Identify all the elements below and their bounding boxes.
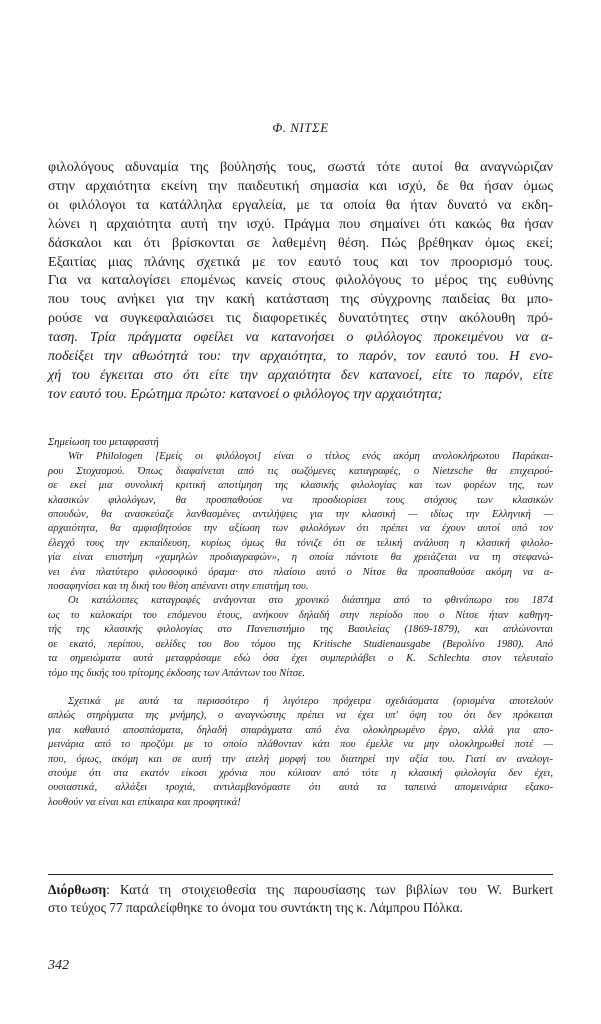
text-line: χή του έγκειται στο ότι είτε την αρχαιότητα δεν κατανοεί, είτε το παρόν, είτε — [48, 366, 553, 383]
note-line: ρου Στοχασμού. Όπως διαφαίνεται από τις σωζόμενες καταγραφές, ο Nietzsche θα επιχειρού- — [48, 465, 553, 477]
page-number: 342 — [48, 958, 69, 973]
note-line: Wir Philologen [Εμείς οι φιλόλογοι] είναι ο τίτλος ενός ακόμη ανολοκλήρωτου Παράκαι- — [68, 451, 553, 463]
note-line: σπουδών, θα ανασκεύαζε λανθασμένες αντιλήψεις για την κλασική — ιδίως την Ελληνική — — [48, 509, 553, 521]
translator-note — [48, 436, 553, 810]
correction-line — [48, 881, 553, 899]
text-line: στην αρχαιότητα εκείνη την παιδευτική σημασία και ισχύ, δε θα ήσαν όμως — [48, 177, 553, 194]
main-text — [48, 158, 553, 404]
note-line: που, όμως, ακόμη και σε αυτή την ατελή μορφή του διατηρεί την αξία του. Γιατί αν αναλογι- — [48, 753, 553, 765]
note-line: νει ένα πλατύτερο φιλοσοφικό όραμα· στο πλαίσιο αυτό ο Νίτσε θα προσπαθούσε ακόμη να α- — [48, 566, 553, 578]
note-line: κλασικών φιλολόγων, θα προσπαθούσε να προσδιορίσει τους στόχους των κλασικών — [48, 494, 553, 506]
note-heading: Σημείωση του μεταφραστή — [48, 437, 159, 448]
note-line: σε εκεί μια συνολική κριτική αποτίμηση της κλασικής φιλολογίας και των φορέων της, των — [48, 480, 553, 492]
text-line: που τους ανήκει για την κακή κατάσταση της σύγχρονης παιδείας θα μπο- — [48, 291, 553, 308]
note-line: Σχετικά με αυτά τα περισσότερο ή λιγότερο πρόχειρα σχεδιάσματα (ορισμένα αποτελούν — [68, 695, 553, 707]
text-line: ποδείξει την αθωότητά του: την αρχαιότητα, το παρόν, τον εαυτό του. Η ενο- — [48, 348, 553, 365]
text-line: Εξαιτίας μιας πλάνης σχετικά με τον εαυτό τους και τον προορισμό τους. — [48, 253, 553, 270]
text-line: ταση. Τρία πράγματα οφείλει να κατανοήσει ο φιλόλογος προκειμένου να α- — [48, 329, 553, 346]
running-head: Φ. ΝΙΤΣΕ — [272, 120, 329, 135]
text-line: οι φιλόλογοι τα κατάλληλα εργαλεία, με τα οποία θα ήταν δυνατό να εκδη- — [48, 196, 553, 213]
note-line: τα σημειώματα αυτά μεταφράσαμε εδώ όσα έχει συμπεριλάβει ο K. Schlechta στον τελευταίο — [48, 653, 553, 665]
correction-text: : Κατά τη στοιχειοθεσία της παρουσίασης των βιβλίων του W. Burkert — [106, 882, 553, 897]
note-line: τής της κλασικής φιλολογίας στο Πανεπιστήμιο της Βασιλείας (1869-1879), και απλώνονται — [48, 624, 553, 636]
text-line: φιλολόγους αδυναμία της βούλησής τους, σωστά τότε αυτοί θα αναγνώριζαν — [48, 159, 553, 175]
correction-line: στο τεύχος 77 παραλείφθηκε το όνομα του συντάκτη της κ. Λάμπρου Πόλκα. — [48, 900, 463, 915]
note-line: λουθούν να είναι και επίκαιρα και προφητικά! — [48, 796, 241, 808]
note-line: γία είναι επιστήμη «χαμηλών προδιαγραφών», η οποία πάντοτε θα χρειάζεται να τη στεφανώ- — [48, 552, 553, 564]
note-line: ποσαφηνίσει και τη δική του θέση απέναντι στην επιστήμη του. — [48, 581, 309, 593]
correction-notice — [48, 881, 553, 917]
text-line: δάσκαλοι και ότι βρίσκονται σε λαθεμένη θέση. Πώς βρέθηκαν όμως εκεί; — [48, 234, 553, 251]
text-line: ρούσε να συγκεφαλαιώσει τις διαφορετικές δυνατότητες στην ακόλουθη πρό- — [48, 310, 553, 327]
note-line: απλώς στηρίγματα της μνήμης), ο αναγνώστης πρέπει να έχει υπ' όψη του ότι δεν πρόκειται — [48, 710, 553, 722]
text-line: τον εαυτό του. Ερώτημα πρώτο: κατανοεί ο φιλόλογος την αρχαιότητα; — [48, 385, 443, 402]
note-line: μεινάρια από το προζύμι με το οποίο πλάθονταν κάτι που έμελλε να μην ολοκληρωθεί ποτέ — — [48, 739, 553, 751]
note-line: Οι κατάλοιπες καταγραφές ανάγονται στο χρονικό διάστημα από το φθινόπωρο του 1874 — [68, 595, 553, 607]
divider — [48, 874, 553, 875]
note-line: για καθαυτό αποσπάσματα, δηλαδή σπαράγματα από ένα ολοκληρωμένο έργο, αλλά για απο- — [48, 724, 553, 736]
note-line: ουσιαστικά, αλλάξει τροχιά, αντιλαμβανόμαστε ότι αυτά τα ταπεινά απομεινάρια εξακο- — [48, 782, 553, 794]
note-line: αρχαιότητα, θα αμφισβητούσε την αξίωση των φιλολόγων ότι πρέπει να έχουν αυτοί υπό τον — [48, 523, 553, 535]
text-line: Για να καταλογίσει επομένως κανείς στους φιλολόγους το μέρος της ευθύνης — [48, 272, 553, 289]
note-line: στούμε ότι στα εκατόν είκοσι χρόνια που κύλισαν από τότε η κλασική φιλολογία δεν έχει, — [48, 767, 553, 779]
note-line: ως το καλοκαίρι του επόμενου έτους, ανήκουν δηλαδή στην περίοδο που ο Νίτσε ήταν καθηγη- — [48, 609, 553, 621]
text-line: λώνει η αρχαιότητα αυτή την ισχύ. Πράγμα που σημαίνει ότι κακώς θα ήσαν — [48, 215, 553, 232]
note-line: τόμο της δικής του τρίτομης έκδοσης των Απάντων του Νίτσε. — [48, 667, 305, 679]
correction-label: Διόρθωση — [48, 882, 107, 897]
note-line: έλεγχό τους την εκπαίδευση, κυρίως όμως θα τόνιζε ότι σε τελική ανάλυση η κλασική φιλολο- — [48, 537, 553, 549]
paragraph-gap — [48, 681, 553, 695]
note-line: σε εκατό, περίπου, σελίδες του 8ου τόμου της Kritische Studienausgabe (Βερολίνο 1980). Από — [48, 638, 553, 650]
